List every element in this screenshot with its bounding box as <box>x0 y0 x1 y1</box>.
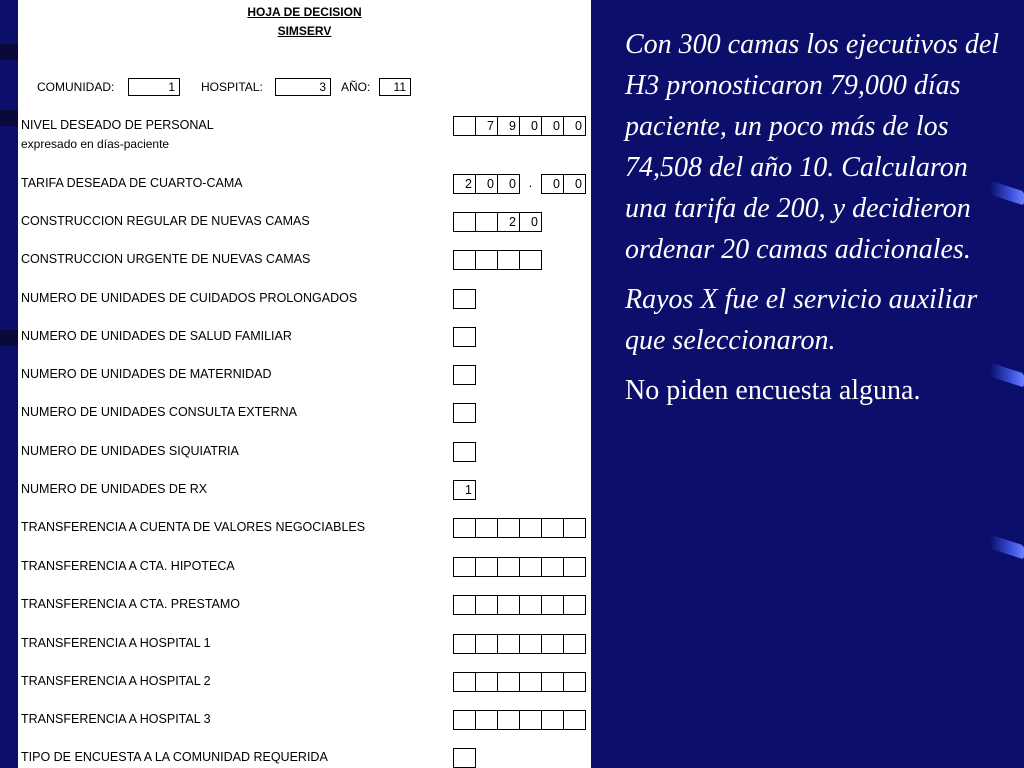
anio-field[interactable]: 11 <box>379 78 411 96</box>
input-cell[interactable] <box>453 518 476 538</box>
input-cell[interactable]: 2 <box>497 212 520 232</box>
input-cell[interactable] <box>453 250 476 270</box>
input-cell[interactable] <box>475 250 498 270</box>
input-cells <box>453 174 585 194</box>
hospital-field[interactable]: 3 <box>275 78 331 96</box>
row-label: TIPO DE ENCUESTA A LA COMUNIDAD REQUERIDA <box>21 750 328 764</box>
row-label: NUMERO DE UNIDADES DE CUIDADOS PROLONGADOS <box>21 291 358 305</box>
input-cells <box>453 710 585 730</box>
input-cells <box>453 116 585 136</box>
input-cell[interactable] <box>497 250 520 270</box>
hospital-label: HOSPITAL: <box>201 80 263 94</box>
input-cells <box>453 634 585 654</box>
row-label: TRANSFERENCIA A HOSPITAL 1 <box>21 636 211 650</box>
input-cell[interactable] <box>541 634 564 654</box>
input-cell[interactable] <box>497 672 520 692</box>
input-cell[interactable]: 9 <box>497 116 520 136</box>
input-cell[interactable] <box>541 595 564 615</box>
input-cell[interactable] <box>475 710 498 730</box>
notes-panel <box>625 24 1005 420</box>
input-cell[interactable] <box>453 365 476 385</box>
note-paragraph: Rayos X fue el servicio auxiliar que seleccionaron. <box>625 284 978 356</box>
input-cells <box>453 250 541 270</box>
input-cell[interactable] <box>519 557 542 577</box>
row-label: CONSTRUCCION URGENTE DE NUEVAS CAMAS <box>21 252 311 266</box>
input-cell[interactable] <box>541 710 564 730</box>
input-cell[interactable] <box>563 710 586 730</box>
input-cells <box>453 557 585 577</box>
input-cells <box>453 403 475 423</box>
row-label: NUMERO DE UNIDADES DE SALUD FAMILIAR <box>21 329 292 343</box>
input-cell[interactable] <box>519 710 542 730</box>
row-label: TRANSFERENCIA A HOSPITAL 2 <box>21 674 211 688</box>
input-cell[interactable]: 7 <box>475 116 498 136</box>
input-cell[interactable] <box>563 518 586 538</box>
input-cells <box>453 212 541 232</box>
sheet-title: HOJA DE DECISION <box>247 5 362 19</box>
anio-label: AÑO: <box>341 80 371 94</box>
input-cell[interactable] <box>475 672 498 692</box>
input-cells <box>453 327 475 347</box>
input-cell[interactable] <box>453 327 476 347</box>
note-paragraph: No piden encuesta alguna. <box>625 375 921 406</box>
decor-stripe <box>990 534 1024 559</box>
input-cell[interactable] <box>497 557 520 577</box>
input-cell[interactable] <box>453 672 476 692</box>
input-cell[interactable] <box>541 518 564 538</box>
comunidad-label: COMUNIDAD: <box>37 80 115 94</box>
input-cell[interactable] <box>497 595 520 615</box>
input-cell[interactable] <box>519 595 542 615</box>
input-cell[interactable] <box>541 557 564 577</box>
row-label: TRANSFERENCIA A CTA. HIPOTECA <box>21 559 235 573</box>
row-label: TRANSFERENCIA A CTA. PRESTAMO <box>21 597 241 611</box>
input-cell[interactable] <box>453 710 476 730</box>
input-cell[interactable] <box>519 250 542 270</box>
decimal-point: . <box>528 176 533 190</box>
input-cell[interactable]: 0 <box>541 174 564 194</box>
input-cell[interactable]: 2 <box>453 174 476 194</box>
decor-stripe <box>0 44 18 60</box>
input-cell[interactable] <box>497 634 520 654</box>
input-cell[interactable] <box>453 557 476 577</box>
input-cell[interactable]: 1 <box>453 480 476 500</box>
row-label: CONSTRUCCION REGULAR DE NUEVAS CAMAS <box>21 214 310 228</box>
input-cell[interactable]: 0 <box>519 116 542 136</box>
input-cells <box>453 289 475 309</box>
input-cell[interactable] <box>453 212 476 232</box>
input-cell[interactable] <box>519 672 542 692</box>
row-label: TRANSFERENCIA A HOSPITAL 3 <box>21 712 211 726</box>
input-cell[interactable] <box>563 672 586 692</box>
row-label: NUMERO DE UNIDADES DE RX <box>21 482 208 496</box>
input-cell[interactable] <box>453 116 476 136</box>
row-label: TARIFA DESEADA DE CUARTO-CAMA <box>21 176 243 190</box>
decor-stripe <box>0 110 18 126</box>
row-label: TRANSFERENCIA A CUENTA DE VALORES NEGOCIABLES <box>21 520 366 534</box>
input-cells <box>453 518 585 538</box>
input-cell[interactable] <box>475 595 498 615</box>
input-cell[interactable] <box>475 634 498 654</box>
input-cell[interactable]: 0 <box>563 174 586 194</box>
input-cells <box>453 365 475 385</box>
input-cell[interactable] <box>453 595 476 615</box>
input-cell[interactable] <box>475 557 498 577</box>
sheet-subtitle: SIMSERV <box>277 24 332 38</box>
input-cell[interactable]: 0 <box>497 174 520 194</box>
input-cells <box>453 748 475 768</box>
input-cell[interactable] <box>519 634 542 654</box>
input-cell[interactable] <box>497 710 520 730</box>
input-cell[interactable] <box>475 518 498 538</box>
decor-stripe <box>0 330 18 346</box>
input-cell[interactable] <box>541 672 564 692</box>
input-cell[interactable] <box>563 595 586 615</box>
row-label: NUMERO DE UNIDADES DE MATERNIDAD <box>21 367 272 381</box>
comunidad-field[interactable]: 1 <box>128 78 180 96</box>
input-cells <box>453 442 475 462</box>
row-sublabel: expresado en días-paciente <box>21 137 170 151</box>
input-cell[interactable] <box>475 212 498 232</box>
decision-sheet <box>18 0 591 768</box>
input-cell[interactable] <box>453 634 476 654</box>
input-cells <box>453 480 475 500</box>
input-cell[interactable] <box>563 557 586 577</box>
input-cell[interactable]: 0 <box>519 212 542 232</box>
input-cells <box>453 672 585 692</box>
row-label: NUMERO DE UNIDADES CONSULTA EXTERNA <box>21 405 297 419</box>
input-cell[interactable] <box>453 289 476 309</box>
input-cell[interactable] <box>453 403 476 423</box>
input-cell[interactable]: 0 <box>563 116 586 136</box>
input-cell[interactable] <box>497 518 520 538</box>
input-cell[interactable] <box>563 634 586 654</box>
note-paragraph: Con 300 camas los ejecutivos del H3 pronosticaron 79,000 días paciente, un poco más de los 74,508 del año 10. Calcularon una tarifa de 200, y decidieron ordenar 20 camas adicionales. <box>625 29 1000 265</box>
input-cell[interactable] <box>453 748 476 768</box>
input-cell[interactable] <box>453 442 476 462</box>
row-label: NUMERO DE UNIDADES SIQUIATRIA <box>21 444 239 458</box>
input-cells <box>453 595 585 615</box>
input-cell[interactable]: 0 <box>475 174 498 194</box>
input-cell[interactable] <box>519 518 542 538</box>
input-cell[interactable]: 0 <box>541 116 564 136</box>
row-label: NIVEL DESEADO DE PERSONAL <box>21 118 214 132</box>
